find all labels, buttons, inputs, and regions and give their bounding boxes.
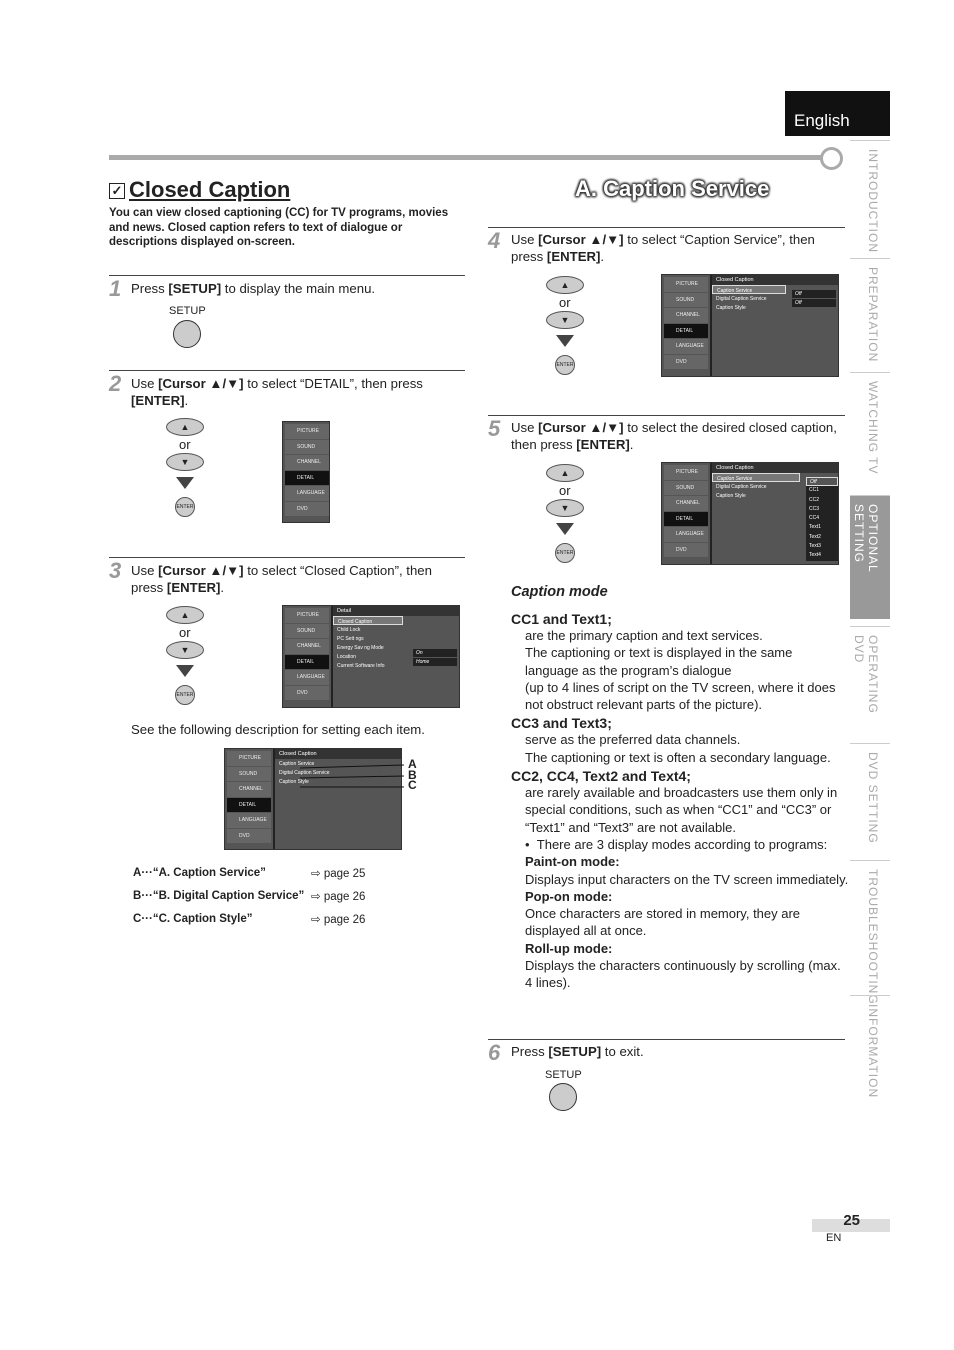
remote-cursor-group [166,606,204,705]
menu-item-selected: DETAIL [285,471,329,486]
cc-group-title: CC2, CC4, Text2 and Text4; [511,768,691,785]
panel-row: Child Lock [337,626,361,633]
setup-button [549,1083,577,1111]
menu-item: DVD [227,829,271,844]
caption-service-menu-screen [661,274,839,377]
arrow-right-icon: ⇨ [311,914,324,926]
step-divider [488,1039,845,1040]
callout-b: B [408,767,417,782]
menu-item: LANGUAGE [664,339,708,354]
bullet-icon: • [525,836,537,852]
step-number: 2 [109,371,122,396]
menu-item: LANGUAGE [664,527,708,542]
menu-item: PICTURE [664,465,708,480]
step-divider [488,227,845,228]
menu-item: LANGUAGE [285,486,329,501]
menu-list [664,277,708,370]
panel-row: Location [337,653,356,660]
step-divider [488,415,845,416]
menu-item: CHANNEL [227,782,271,797]
caption-service-value: Off [792,290,836,298]
panel-title: Closed Caption [712,275,838,285]
side-tab: WATCHING TV [850,372,890,490]
reference-row [133,912,365,935]
setup-button [173,320,201,348]
step-divider [109,370,465,371]
page-number: 25 [812,1219,890,1232]
reference-page: ⇨ page 26 [311,891,366,903]
remote-cursor-group [166,418,204,517]
panel-row-selected: Closed Caption [333,616,403,625]
arrow-right-icon: ⇨ [311,891,324,903]
cursor-down-icon: ▼ [546,311,584,329]
remote-cursor-group [546,276,584,375]
cc-option: Off [806,477,838,486]
step-number: 3 [109,558,122,583]
cc-panel [710,463,838,564]
mode-desc: Displays input characters on the TV screen immediately. [525,871,849,887]
cc-group-text: are rarely available and broadcasters use them only in special conditions, such as when “CC1” and “CC3” or “Text1” and “Text3” are not available. • There are 3 display modes according to programs: Paint-on mode: Displays input characters on the TV screen immediately. Pop-on mode: Once characters are stored in memory, they are displayed all at once. Roll-up mode: Displays the characters continuously by scrolling (max. 4 lines). [525,785,849,991]
step-6-text: Press [SETUP] to exit. [511,1044,644,1059]
step-divider [109,275,465,276]
menu-item-selected: DETAIL [227,798,271,813]
side-tab: INFORMATION [850,995,890,1110]
or-label: or [559,295,571,310]
side-tab: DVD SETTING [850,743,890,855]
arrow-right-icon: ⇨ [311,868,324,880]
callout-letters [408,759,417,791]
panel-title: Closed Caption [275,749,401,759]
cursor-down-icon: ▼ [166,453,204,471]
language-code: EN [826,1232,842,1244]
caption-mode-heading: Caption mode [511,584,608,600]
caption-options-menu-screen [661,462,839,565]
cc-option: Text2 [809,533,821,540]
step-number: 6 [488,1040,501,1065]
reference-page: ⇨ page 26 [311,914,366,926]
reference-label: B···“B. Digital Caption Service” [133,890,305,902]
menu-item-selected: DETAIL [664,324,708,339]
panel-row: Digital Caption Service [279,769,330,776]
cursor-down-icon: ▼ [166,641,204,659]
step-2-text: Use [Cursor ▲/▼] to select “DETAIL”, then press [ENTER]. [131,376,423,408]
subsection-title: A. Caption Service [575,176,770,201]
section-intro: You can view closed captioning (CC) for TV programs, movies and news. Closed caption refers to text of dialogue or descriptions displayed on-screen. [109,207,449,248]
side-tab: OPTIONAL SETTING [850,495,890,619]
enter-button-icon: ENTER [555,543,575,563]
reference-page: ⇨ page 25 [311,868,366,880]
panel-row: Digital Caption Service [716,295,767,302]
side-tab: TROUBLESHOOTING [850,860,890,990]
cc-group-title: CC3 and Text3; [511,715,612,732]
cc-group-title: CC1 and Text1; [511,611,612,627]
or-label: or [179,625,191,640]
menu-item-selected: DETAIL [285,655,329,670]
or-label: or [179,437,191,452]
cursor-up-icon: ▲ [166,606,204,624]
cursor-down-icon: ▼ [546,499,584,517]
or-label: or [559,483,571,498]
cursor-up-icon: ▲ [546,276,584,294]
cursor-up-icon: ▲ [546,464,584,482]
cc-group-text: are the primary caption and text services. The captioning or text is displayed in the same language as the program’s dialogue (up to 4 lines of script on the TV screen, where it does not obstruct relevant parts of the picture). [525,628,836,713]
location-value: Home [413,658,457,666]
menu-item: LANGUAGE [227,813,271,828]
panel-row-selected: Caption Service [712,473,800,482]
menu-item: PICTURE [227,751,271,766]
see-following-text: See the following description for setting each item. [131,722,425,737]
panel-row: Caption Service [279,760,315,767]
cc-option: CC2 [809,496,820,503]
menu-item: SOUND [227,767,271,782]
menu-item: SOUND [664,293,708,308]
menu-list [285,424,329,517]
energy-value: On [413,649,457,657]
cc-option: Text4 [809,552,821,559]
panel-row: Caption Style [716,304,746,311]
side-tab: INTRODUCTION [850,140,890,254]
reference-row [133,866,365,889]
checkbox-icon: ✓ [109,183,125,199]
side-tab: PREPARATION [850,258,890,368]
menu-list [285,608,329,701]
panel-row: Current Software Info [337,662,385,669]
digital-caption-value: Off [792,299,836,307]
menu-item: DVD [285,502,329,517]
cc-group-text: serve as the preferred data channels. The captioning or text is often a secondary language. [525,732,831,765]
cc-options-list [806,477,838,561]
panel-title: Closed Caption [712,463,838,473]
menu-item: PICTURE [285,424,329,439]
menu-item: CHANNEL [664,496,708,511]
arrow-down-icon [556,523,574,535]
menu-item: SOUND [664,481,708,496]
mode-name: Roll-up mode: [525,940,613,956]
menu-item: CHANNEL [285,455,329,470]
step-5-text: Use [Cursor ▲/▼] to select the desired closed caption, then press [ENTER]. [511,420,837,452]
menu-item: DVD [664,543,708,558]
section-title: ✓ Closed Caption [109,177,290,203]
step-number: 5 [488,416,501,441]
callout-a: A [408,757,417,771]
cc-option: CC1 [809,487,820,494]
reference-row [133,889,365,912]
bullet-item: • There are 3 display modes according to programs: [525,836,828,852]
step-number: 1 [109,276,122,301]
enter-button-icon: ENTER [175,685,195,705]
menu-item: LANGUAGE [285,670,329,685]
main-menu-screen [282,421,330,523]
mode-desc: Displays the characters continuously by scrolling (max. 4 lines). [525,958,841,991]
menu-item: CHANNEL [664,308,708,323]
panel-row: Digital Caption Service [716,483,767,490]
panel-title: Detail [333,606,459,616]
menu-item: DVD [285,686,329,701]
arrow-down-icon [176,665,194,677]
language-tab: English [785,91,890,136]
enter-button-icon: ENTER [555,355,575,375]
step-1-text: Press [SETUP] to display the main menu. [131,281,376,296]
setup-label: SETUP [545,1069,582,1081]
menu-list [664,465,708,558]
header-rule [109,155,821,160]
mode-desc: Once characters are stored in memory, they are displayed all at once. [525,906,801,939]
caption-mode-body [511,611,849,992]
cursor-up-icon: ▲ [166,418,204,436]
reference-table [133,866,365,935]
side-tab: OPERATING DVD [850,626,890,738]
arrow-down-icon [556,335,574,347]
menu-item: SOUND [285,440,329,455]
remote-cursor-group [546,464,584,563]
step-divider [109,557,465,558]
cc-option: CC4 [809,515,820,522]
reference-label: A···“A. Caption Service” [133,867,266,879]
mode-name: Pop-on mode: [525,888,613,904]
panel-row: PC Sett ngs [337,635,364,642]
cc-option: Text3 [809,543,821,550]
header-rule-end [820,147,843,170]
step-4-text: Use [Cursor ▲/▼] to select “Caption Service”, then press [ENTER]. [511,232,815,264]
panel-row: Caption Style [279,778,309,785]
setup-label: SETUP [169,305,206,317]
menu-item: DVD [664,355,708,370]
arrow-down-icon [176,477,194,489]
panel-row: Energy Sav ng Mode [337,644,384,651]
menu-item: PICTURE [285,608,329,623]
menu-item: PICTURE [664,277,708,292]
step-number: 4 [488,228,501,253]
cc-option: Text1 [809,524,821,531]
step-3-text: Use [Cursor ▲/▼] to select “Closed Caption”, then press [ENTER]. [131,563,432,595]
panel-row: Caption Style [716,492,746,499]
reference-label: C···“C. Caption Style” [133,913,253,925]
callout-c: C [408,778,417,792]
mode-name: Paint-on mode: [525,854,620,870]
panel-row-selected: Caption Service [712,285,786,294]
cc-panel [710,275,838,376]
menu-list [227,751,271,844]
enter-button-icon: ENTER [175,497,195,517]
callout-lines [300,757,420,796]
menu-item: SOUND [285,624,329,639]
detail-panel [331,606,459,707]
menu-item-selected: DETAIL [664,512,708,527]
menu-item: CHANNEL [285,639,329,654]
detail-menu-screen [282,605,460,708]
cc-option: CC3 [809,505,820,512]
